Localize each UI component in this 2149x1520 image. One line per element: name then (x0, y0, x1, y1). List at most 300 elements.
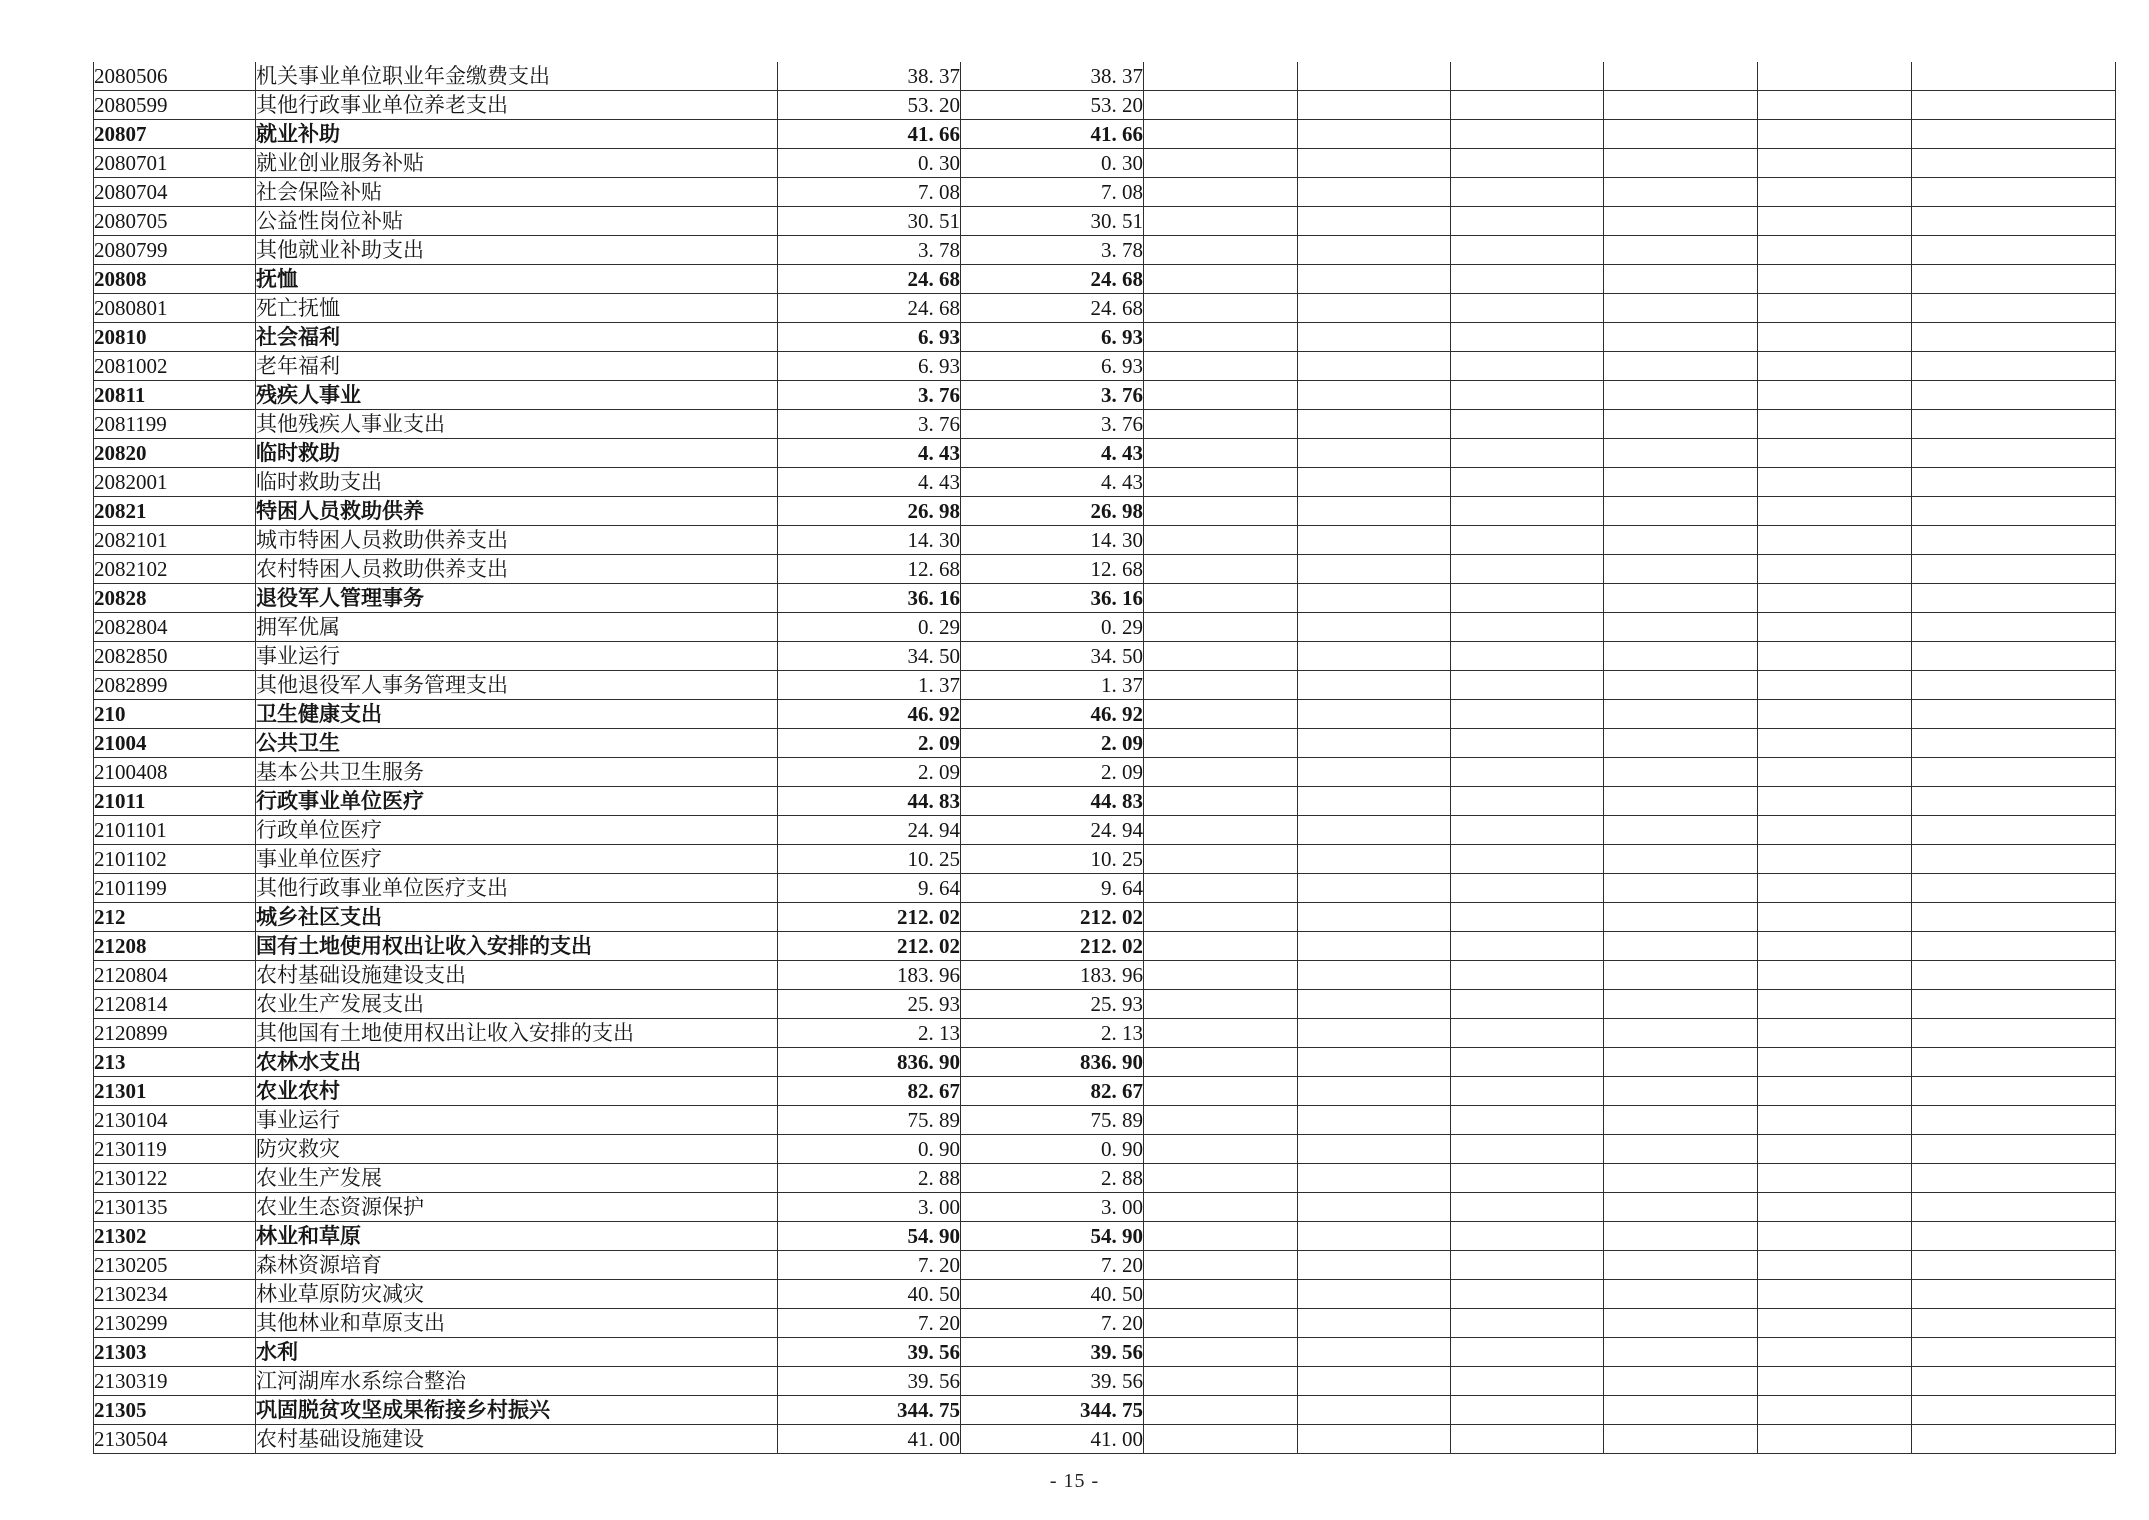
empty-cell (1604, 323, 1758, 352)
table-row (94, 497, 2116, 526)
row-code: 213 (94, 1048, 256, 1077)
row-code: 20811 (94, 381, 256, 410)
empty-cell (1298, 1077, 1451, 1106)
empty-cell (1144, 990, 1298, 1019)
empty-cell (1298, 961, 1451, 990)
row-amount-2: 75. 89 (961, 1106, 1144, 1135)
empty-cell (1298, 497, 1451, 526)
empty-cell (1298, 1309, 1451, 1338)
row-item-name: 拥军优属 (256, 613, 778, 642)
empty-cell (1298, 816, 1451, 845)
empty-cell (1758, 787, 1912, 816)
row-amount-1: 836. 90 (778, 1048, 961, 1077)
row-amount-2: 24. 94 (961, 816, 1144, 845)
empty-cell (1758, 294, 1912, 323)
empty-cell (1604, 120, 1758, 149)
empty-cell (1451, 1135, 1604, 1164)
empty-cell (1604, 1309, 1758, 1338)
empty-cell (1298, 149, 1451, 178)
empty-cell (1758, 729, 1912, 758)
row-item-name: 其他林业和草原支出 (256, 1309, 778, 1338)
empty-cell (1298, 120, 1451, 149)
empty-cell (1451, 236, 1604, 265)
empty-cell (1758, 1048, 1912, 1077)
empty-cell (1144, 439, 1298, 468)
empty-cell (1298, 178, 1451, 207)
empty-cell (1451, 990, 1604, 1019)
empty-cell (1758, 1251, 1912, 1280)
empty-cell (1298, 1396, 1451, 1425)
empty-cell (1758, 1077, 1912, 1106)
empty-cell (1144, 1193, 1298, 1222)
row-item-name: 社会保险补贴 (256, 178, 778, 207)
empty-cell (1298, 323, 1451, 352)
empty-cell (1912, 787, 2116, 816)
row-amount-1: 34. 50 (778, 642, 961, 671)
empty-cell (1604, 555, 1758, 584)
row-amount-1: 24. 94 (778, 816, 961, 845)
row-code: 21305 (94, 1396, 256, 1425)
empty-cell (1758, 758, 1912, 787)
empty-cell (1144, 1135, 1298, 1164)
row-amount-2: 26. 98 (961, 497, 1144, 526)
row-code: 21301 (94, 1077, 256, 1106)
empty-cell (1912, 1048, 2116, 1077)
empty-cell (1144, 1309, 1298, 1338)
empty-cell (1451, 439, 1604, 468)
row-code: 2080705 (94, 207, 256, 236)
empty-cell (1604, 758, 1758, 787)
table-row (94, 1135, 2116, 1164)
empty-cell (1144, 1396, 1298, 1425)
empty-cell (1144, 903, 1298, 932)
empty-cell (1604, 874, 1758, 903)
empty-cell (1144, 91, 1298, 120)
table-row (94, 265, 2116, 294)
row-item-name: 机关事业单位职业年金缴费支出 (256, 62, 778, 91)
row-code: 2130299 (94, 1309, 256, 1338)
empty-cell (1451, 1396, 1604, 1425)
empty-cell (1758, 381, 1912, 410)
row-code: 2101101 (94, 816, 256, 845)
row-amount-2: 212. 02 (961, 903, 1144, 932)
empty-cell (1604, 903, 1758, 932)
row-amount-1: 183. 96 (778, 961, 961, 990)
empty-cell (1451, 961, 1604, 990)
row-amount-1: 44. 83 (778, 787, 961, 816)
row-code: 2130135 (94, 1193, 256, 1222)
row-amount-1: 25. 93 (778, 990, 961, 1019)
row-item-name: 林业草原防灾减灾 (256, 1280, 778, 1309)
table-row (94, 149, 2116, 178)
row-item-name: 农业生态资源保护 (256, 1193, 778, 1222)
empty-cell (1912, 526, 2116, 555)
empty-cell (1604, 816, 1758, 845)
row-amount-1: 4. 43 (778, 468, 961, 497)
empty-cell (1912, 323, 2116, 352)
budget-table (93, 62, 2116, 1454)
empty-cell (1451, 903, 1604, 932)
row-amount-2: 6. 93 (961, 323, 1144, 352)
row-code: 2130319 (94, 1367, 256, 1396)
empty-cell (1144, 584, 1298, 613)
table-row (94, 178, 2116, 207)
row-amount-1: 0. 30 (778, 149, 961, 178)
row-amount-1: 6. 93 (778, 352, 961, 381)
row-amount-2: 0. 90 (961, 1135, 1144, 1164)
row-amount-2: 836. 90 (961, 1048, 1144, 1077)
table-row (94, 1396, 2116, 1425)
row-amount-1: 26. 98 (778, 497, 961, 526)
empty-cell (1912, 207, 2116, 236)
empty-cell (1451, 1019, 1604, 1048)
empty-cell (1758, 1193, 1912, 1222)
row-item-name: 农业农村 (256, 1077, 778, 1106)
empty-cell (1144, 1338, 1298, 1367)
row-code: 20810 (94, 323, 256, 352)
row-amount-2: 2. 88 (961, 1164, 1144, 1193)
row-amount-2: 212. 02 (961, 932, 1144, 961)
empty-cell (1144, 236, 1298, 265)
empty-cell (1451, 352, 1604, 381)
row-item-name: 就业补助 (256, 120, 778, 149)
empty-cell (1451, 671, 1604, 700)
empty-cell (1298, 62, 1451, 91)
empty-cell (1758, 91, 1912, 120)
row-code: 2120814 (94, 990, 256, 1019)
table-row (94, 526, 2116, 555)
empty-cell (1298, 410, 1451, 439)
row-amount-1: 1. 37 (778, 671, 961, 700)
empty-cell (1912, 381, 2116, 410)
empty-cell (1298, 990, 1451, 1019)
empty-cell (1604, 439, 1758, 468)
empty-cell (1758, 497, 1912, 526)
empty-cell (1912, 468, 2116, 497)
row-code: 2120899 (94, 1019, 256, 1048)
row-amount-1: 4. 43 (778, 439, 961, 468)
row-item-name: 江河湖库水系综合整治 (256, 1367, 778, 1396)
empty-cell (1604, 1396, 1758, 1425)
empty-cell (1298, 468, 1451, 497)
empty-cell (1298, 1019, 1451, 1048)
row-code: 20820 (94, 439, 256, 468)
row-code: 2081199 (94, 410, 256, 439)
row-code: 2130122 (94, 1164, 256, 1193)
row-amount-2: 9. 64 (961, 874, 1144, 903)
row-amount-2: 7. 08 (961, 178, 1144, 207)
empty-cell (1912, 932, 2116, 961)
empty-cell (1604, 932, 1758, 961)
empty-cell (1758, 555, 1912, 584)
empty-cell (1298, 1222, 1451, 1251)
row-item-name: 退役军人管理事务 (256, 584, 778, 613)
row-amount-1: 9. 64 (778, 874, 961, 903)
empty-cell (1604, 497, 1758, 526)
empty-cell (1144, 874, 1298, 903)
table-row (94, 323, 2116, 352)
empty-cell (1604, 410, 1758, 439)
table-row (94, 1048, 2116, 1077)
row-code: 2082850 (94, 642, 256, 671)
empty-cell (1758, 1164, 1912, 1193)
table-row (94, 1338, 2116, 1367)
empty-cell (1912, 1309, 2116, 1338)
empty-cell (1144, 613, 1298, 642)
row-code: 21208 (94, 932, 256, 961)
row-amount-1: 41. 66 (778, 120, 961, 149)
empty-cell (1144, 700, 1298, 729)
row-amount-1: 54. 90 (778, 1222, 961, 1251)
empty-cell (1144, 352, 1298, 381)
empty-cell (1758, 642, 1912, 671)
budget-table-body (94, 62, 2116, 1454)
row-amount-1: 7. 20 (778, 1251, 961, 1280)
row-item-name: 农村特困人员救助供养支出 (256, 555, 778, 584)
row-code: 2080599 (94, 91, 256, 120)
row-amount-1: 39. 56 (778, 1338, 961, 1367)
empty-cell (1298, 265, 1451, 294)
empty-cell (1451, 497, 1604, 526)
row-item-name: 农村基础设施建设 (256, 1425, 778, 1454)
table-row (94, 787, 2116, 816)
empty-cell (1144, 671, 1298, 700)
empty-cell (1298, 1193, 1451, 1222)
row-item-name: 水利 (256, 1338, 778, 1367)
row-item-name: 城市特困人员救助供养支出 (256, 526, 778, 555)
empty-cell (1144, 62, 1298, 91)
row-amount-2: 4. 43 (961, 468, 1144, 497)
table-row (94, 294, 2116, 323)
empty-cell (1604, 990, 1758, 1019)
empty-cell (1451, 1309, 1604, 1338)
row-amount-1: 212. 02 (778, 903, 961, 932)
row-amount-1: 344. 75 (778, 1396, 961, 1425)
empty-cell (1912, 410, 2116, 439)
row-code: 2082101 (94, 526, 256, 555)
empty-cell (1758, 1396, 1912, 1425)
empty-cell (1604, 207, 1758, 236)
empty-cell (1298, 352, 1451, 381)
empty-cell (1912, 236, 2116, 265)
table-row (94, 62, 2116, 91)
empty-cell (1912, 1251, 2116, 1280)
empty-cell (1298, 1164, 1451, 1193)
empty-cell (1451, 381, 1604, 410)
row-amount-1: 82. 67 (778, 1077, 961, 1106)
table-row (94, 1222, 2116, 1251)
empty-cell (1604, 1048, 1758, 1077)
empty-cell (1451, 758, 1604, 787)
table-row (94, 613, 2116, 642)
row-amount-2: 3. 76 (961, 410, 1144, 439)
row-item-name: 农业生产发展支出 (256, 990, 778, 1019)
table-row (94, 932, 2116, 961)
empty-cell (1451, 62, 1604, 91)
empty-cell (1451, 613, 1604, 642)
row-code: 2082001 (94, 468, 256, 497)
empty-cell (1298, 584, 1451, 613)
empty-cell (1451, 787, 1604, 816)
empty-cell (1604, 1106, 1758, 1135)
row-item-name: 防灾救灾 (256, 1135, 778, 1164)
empty-cell (1912, 352, 2116, 381)
row-code: 2130504 (94, 1425, 256, 1454)
row-amount-2: 3. 76 (961, 381, 1144, 410)
empty-cell (1298, 381, 1451, 410)
empty-cell (1144, 555, 1298, 584)
row-item-name: 其他就业补助支出 (256, 236, 778, 265)
empty-cell (1604, 1077, 1758, 1106)
row-amount-1: 2. 09 (778, 758, 961, 787)
empty-cell (1604, 1164, 1758, 1193)
row-item-name: 基本公共卫生服务 (256, 758, 778, 787)
row-amount-1: 2. 09 (778, 729, 961, 758)
row-amount-1: 3. 76 (778, 410, 961, 439)
empty-cell (1144, 1048, 1298, 1077)
empty-cell (1144, 1019, 1298, 1048)
empty-cell (1604, 265, 1758, 294)
table-row (94, 1164, 2116, 1193)
empty-cell (1144, 497, 1298, 526)
empty-cell (1604, 178, 1758, 207)
empty-cell (1144, 149, 1298, 178)
row-code: 212 (94, 903, 256, 932)
empty-cell (1758, 149, 1912, 178)
table-row (94, 584, 2116, 613)
empty-cell (1604, 1338, 1758, 1367)
empty-cell (1604, 91, 1758, 120)
row-amount-2: 4. 43 (961, 439, 1144, 468)
row-item-name: 公益性岗位补贴 (256, 207, 778, 236)
row-item-name: 事业运行 (256, 642, 778, 671)
row-amount-1: 10. 25 (778, 845, 961, 874)
empty-cell (1451, 1193, 1604, 1222)
row-item-name: 事业运行 (256, 1106, 778, 1135)
row-amount-2: 30. 51 (961, 207, 1144, 236)
empty-cell (1144, 961, 1298, 990)
row-code: 20807 (94, 120, 256, 149)
table-row (94, 1193, 2116, 1222)
empty-cell (1912, 961, 2116, 990)
row-amount-1: 7. 08 (778, 178, 961, 207)
empty-cell (1758, 410, 1912, 439)
empty-cell (1758, 1367, 1912, 1396)
table-row (94, 381, 2116, 410)
empty-cell (1144, 120, 1298, 149)
empty-cell (1144, 932, 1298, 961)
row-amount-1: 12. 68 (778, 555, 961, 584)
empty-cell (1451, 410, 1604, 439)
empty-cell (1758, 352, 1912, 381)
row-code: 2082804 (94, 613, 256, 642)
table-row (94, 352, 2116, 381)
empty-cell (1758, 178, 1912, 207)
empty-cell (1912, 1164, 2116, 1193)
row-amount-2: 34. 50 (961, 642, 1144, 671)
empty-cell (1604, 381, 1758, 410)
empty-cell (1451, 555, 1604, 584)
table-row (94, 468, 2116, 497)
row-amount-2: 24. 68 (961, 265, 1144, 294)
row-item-name: 临时救助支出 (256, 468, 778, 497)
empty-cell (1298, 439, 1451, 468)
empty-cell (1758, 439, 1912, 468)
row-code: 2082899 (94, 671, 256, 700)
row-code: 21011 (94, 787, 256, 816)
row-amount-2: 344. 75 (961, 1396, 1144, 1425)
empty-cell (1451, 207, 1604, 236)
row-amount-2: 25. 93 (961, 990, 1144, 1019)
row-item-name: 城乡社区支出 (256, 903, 778, 932)
empty-cell (1298, 845, 1451, 874)
empty-cell (1144, 845, 1298, 874)
table-row (94, 961, 2116, 990)
empty-cell (1758, 120, 1912, 149)
empty-cell (1144, 1077, 1298, 1106)
row-code: 2081002 (94, 352, 256, 381)
table-row (94, 700, 2116, 729)
empty-cell (1144, 816, 1298, 845)
row-amount-2: 14. 30 (961, 526, 1144, 555)
row-amount-2: 41. 00 (961, 1425, 1144, 1454)
row-code: 2080801 (94, 294, 256, 323)
empty-cell (1451, 1338, 1604, 1367)
row-item-name: 行政单位医疗 (256, 816, 778, 845)
row-code: 2101102 (94, 845, 256, 874)
row-item-name: 行政事业单位医疗 (256, 787, 778, 816)
empty-cell (1144, 729, 1298, 758)
empty-cell (1144, 381, 1298, 410)
empty-cell (1298, 207, 1451, 236)
row-item-name: 其他国有土地使用权出让收入安排的支出 (256, 1019, 778, 1048)
empty-cell (1144, 787, 1298, 816)
empty-cell (1758, 845, 1912, 874)
empty-cell (1758, 1280, 1912, 1309)
row-amount-1: 6. 93 (778, 323, 961, 352)
empty-cell (1758, 584, 1912, 613)
empty-cell (1758, 323, 1912, 352)
empty-cell (1451, 178, 1604, 207)
row-amount-1: 3. 78 (778, 236, 961, 265)
empty-cell (1912, 294, 2116, 323)
empty-cell (1144, 1106, 1298, 1135)
empty-cell (1298, 526, 1451, 555)
row-amount-2: 2. 13 (961, 1019, 1144, 1048)
row-amount-1: 36. 16 (778, 584, 961, 613)
row-item-name: 公共卫生 (256, 729, 778, 758)
empty-cell (1758, 236, 1912, 265)
empty-cell (1912, 149, 2116, 178)
row-amount-2: 38. 37 (961, 62, 1144, 91)
empty-cell (1604, 468, 1758, 497)
empty-cell (1604, 671, 1758, 700)
empty-cell (1604, 1019, 1758, 1048)
table-row (94, 236, 2116, 265)
row-amount-1: 7. 20 (778, 1309, 961, 1338)
table-row (94, 207, 2116, 236)
table-row (94, 845, 2116, 874)
row-amount-2: 36. 16 (961, 584, 1144, 613)
empty-cell (1758, 1309, 1912, 1338)
empty-cell (1912, 990, 2116, 1019)
table-row (94, 1367, 2116, 1396)
row-amount-1: 14. 30 (778, 526, 961, 555)
empty-cell (1758, 816, 1912, 845)
empty-cell (1912, 671, 2116, 700)
row-amount-2: 2. 09 (961, 758, 1144, 787)
table-row (94, 729, 2116, 758)
